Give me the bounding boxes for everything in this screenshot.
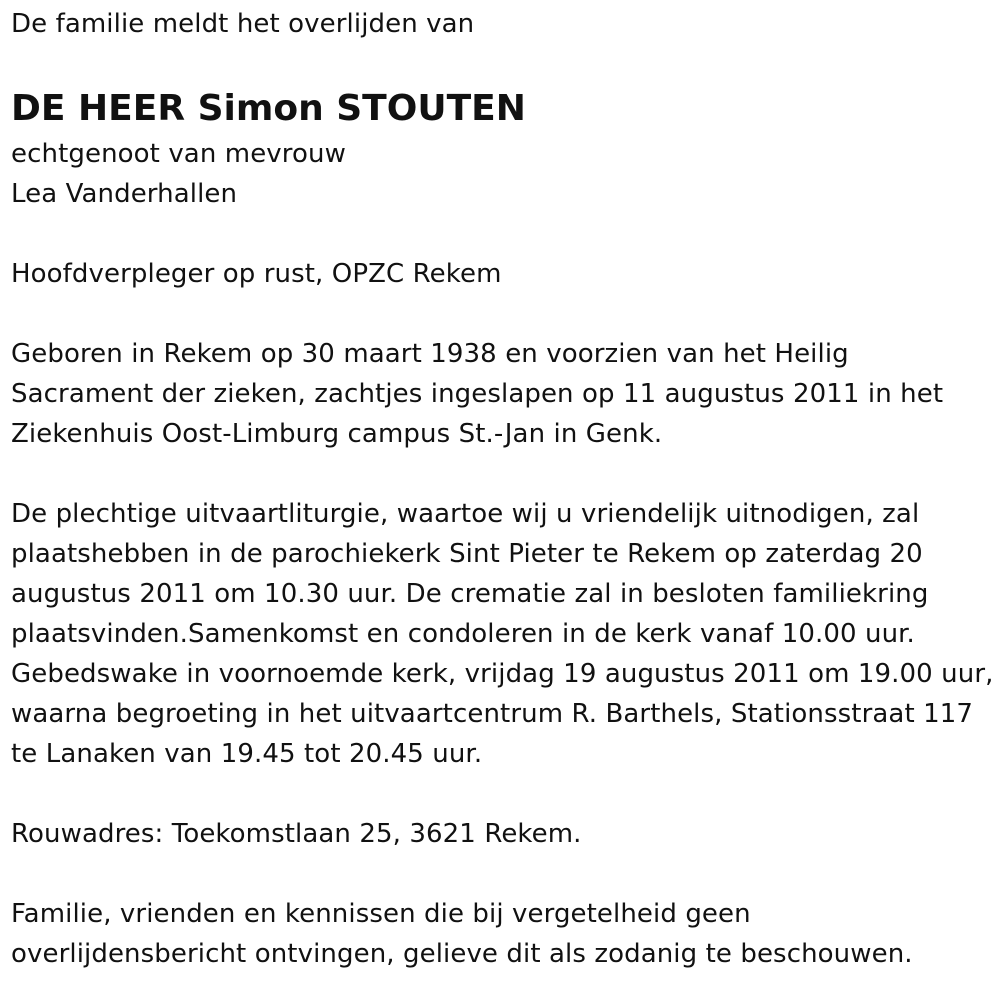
deceased-name: DE HEER Simon STOUTEN (11, 88, 526, 129)
ceremony-line: plaatsvinden.Samenkomst en condoleren in de kerk vanaf 10.00 uur. (11, 619, 915, 649)
closing-line: overlijdensbericht ontvingen, gelieve dit als zodanig te beschouwen. (11, 939, 913, 969)
ceremony-line: plaatshebben in de parochiekerk Sint Pieter te Rekem op zaterdag 20 (11, 539, 923, 569)
spouse-line-2: Lea Vanderhallen (11, 179, 238, 209)
ceremony-line: te Lanaken van 19.45 tot 20.45 uur. (11, 739, 483, 769)
mourning-address: Rouwadres: Toekomstlaan 25, 3621 Rekem. (11, 819, 582, 849)
spacer (11, 774, 994, 814)
occupation-text: Hoofdverpleger op rust, OPZC Rekem (11, 259, 502, 289)
spacer (11, 854, 994, 894)
spacer (11, 454, 994, 494)
birth-line: Ziekenhuis Oost-Limburg campus St.-Jan in Genk. (11, 419, 663, 449)
ceremony-line: augustus 2011 om 10.30 uur. De crematie zal in besloten familiekring (11, 579, 929, 609)
intro-text: De familie meldt het overlijden van (11, 9, 475, 39)
ceremony-line: waarna begroeting in het uitvaartcentrum R. Barthels, Stationsstraat 117 (11, 699, 974, 729)
spacer (11, 44, 994, 80)
spacer (11, 214, 994, 254)
birth-line: Geboren in Rekem op 30 maart 1938 en voorzien van het Heilig (11, 339, 849, 369)
ceremony-line: Gebedswake in voornoemde kerk, vrijdag 19 augustus 2011 om 19.00 uur, (11, 659, 994, 689)
closing-line: Familie, vrienden en kennissen die bij vergetelheid geen (11, 899, 751, 929)
ceremony-line: De plechtige uitvaartliturgie, waartoe wij u vriendelijk uitnodigen, zal (11, 499, 920, 529)
birth-line: Sacrament der zieken, zachtjes ingeslapen op 11 augustus 2011 in het (11, 379, 944, 409)
spouse-line-1: echtgenoot van mevrouw (11, 139, 346, 169)
spacer (11, 294, 994, 334)
